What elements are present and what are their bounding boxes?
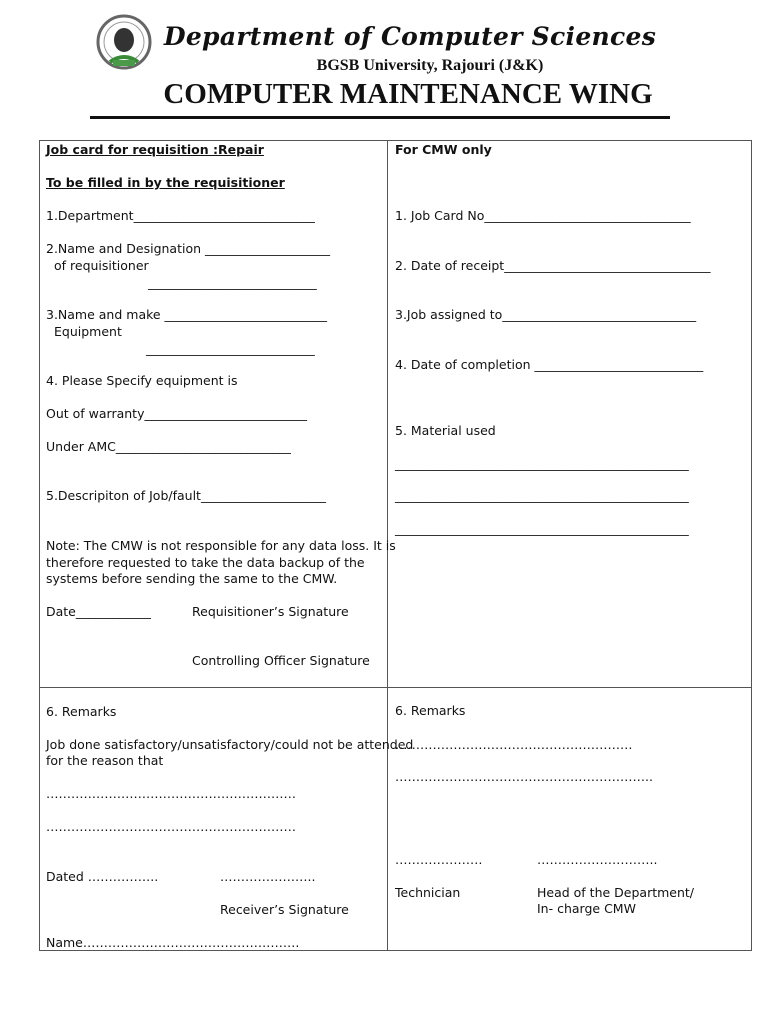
job-card-no-field[interactable]: 1. Job Card No_________________________________: [395, 208, 691, 223]
name-field[interactable]: Name…………………………………………….: [46, 935, 300, 950]
material-line-3[interactable]: _______________________________________________: [395, 521, 689, 536]
controlling-officer-signature-label: Controlling Officer Signature: [192, 653, 370, 668]
specify-equipment-label: 4. Please Specify equipment is: [46, 373, 238, 388]
receiver-signature-dots[interactable]: …………………..: [220, 869, 316, 884]
left-remarks-label: 6. Remarks: [46, 704, 117, 719]
material-line-2[interactable]: _______________________________________________: [395, 488, 689, 503]
note-line-1: Note: The CMW is not responsible for any data loss. It is: [46, 538, 396, 553]
of-requisitioner-label: of requisitioner: [54, 258, 149, 273]
job-done-line-1: Job done satisfactory/unsatisfactory/could not be attended: [46, 737, 414, 752]
right-remarks-label: 6. Remarks: [395, 703, 466, 718]
head-signature-dots[interactable]: ………………………..: [537, 852, 658, 867]
name-designation-field[interactable]: 2.Name and Designation ____________________: [46, 241, 331, 256]
date-of-receipt-field[interactable]: 2. Date of receipt_________________________________: [395, 258, 711, 273]
wing-title: COMPUTER MAINTENANCE WING: [163, 78, 653, 110]
under-amc-field[interactable]: Under AMC____________________________: [46, 439, 291, 454]
name-make-field[interactable]: 3.Name and make __________________________: [46, 307, 328, 322]
job-card-title: Job card for requisition :Repair: [46, 142, 264, 157]
material-line-1[interactable]: _______________________________________________: [395, 456, 689, 471]
material-used-label: 5. Material used: [395, 423, 496, 438]
row-divider: [39, 687, 752, 688]
receiver-signature-label: Receiver’s Signature: [220, 902, 349, 917]
out-of-warranty-field[interactable]: Out of warranty__________________________: [46, 406, 307, 421]
technician-label: Technician: [395, 885, 461, 900]
reason-dots-1[interactable]: ……………………………………………………: [46, 786, 296, 801]
right-remarks-dots-2[interactable]: ……………………………………………………..: [395, 769, 653, 784]
head-of-department-label: Head of the Department/: [537, 885, 695, 900]
reason-dots-2[interactable]: ……………………………………………………: [46, 819, 296, 834]
description-field[interactable]: 5.Descripiton of Job/fault____________________: [46, 488, 326, 503]
requisitioner-signature-label: Requisitioner’s Signature: [192, 604, 349, 619]
job-done-line-2: for the reason that: [46, 753, 164, 768]
date-of-completion-field[interactable]: 4. Date of completion ___________________________: [395, 357, 704, 372]
designation-blank-line[interactable]: ___________________________: [148, 275, 317, 290]
dated-field[interactable]: Dated ……………..: [46, 869, 159, 884]
equipment-label: Equipment: [54, 324, 122, 339]
note-line-3: systems before sending the same to the CMW.: [46, 571, 338, 586]
title-rule: [90, 116, 670, 119]
for-cmw-only-heading: For CMW only: [395, 142, 492, 157]
to-be-filled-heading: To be filled in by the requisitioner: [46, 175, 285, 190]
job-assigned-field[interactable]: 3.Job assigned to_______________________________: [395, 307, 697, 322]
right-remarks-dots-1[interactable]: …………………………………………………: [395, 737, 633, 752]
date-field[interactable]: Date____________: [46, 604, 151, 619]
incharge-cmw-label: In- charge CMW: [537, 901, 636, 916]
university-name: BGSB University, Rajouri (J&K): [316, 57, 544, 74]
technician-signature-dots[interactable]: …………………: [395, 852, 483, 867]
department-field[interactable]: 1.Department_____________________________: [46, 208, 315, 223]
note-line-2: therefore requested to take the data backup of the: [46, 555, 365, 570]
department-title: Department of Computer Sciences: [163, 22, 657, 51]
equipment-blank-line[interactable]: ___________________________: [146, 341, 315, 356]
